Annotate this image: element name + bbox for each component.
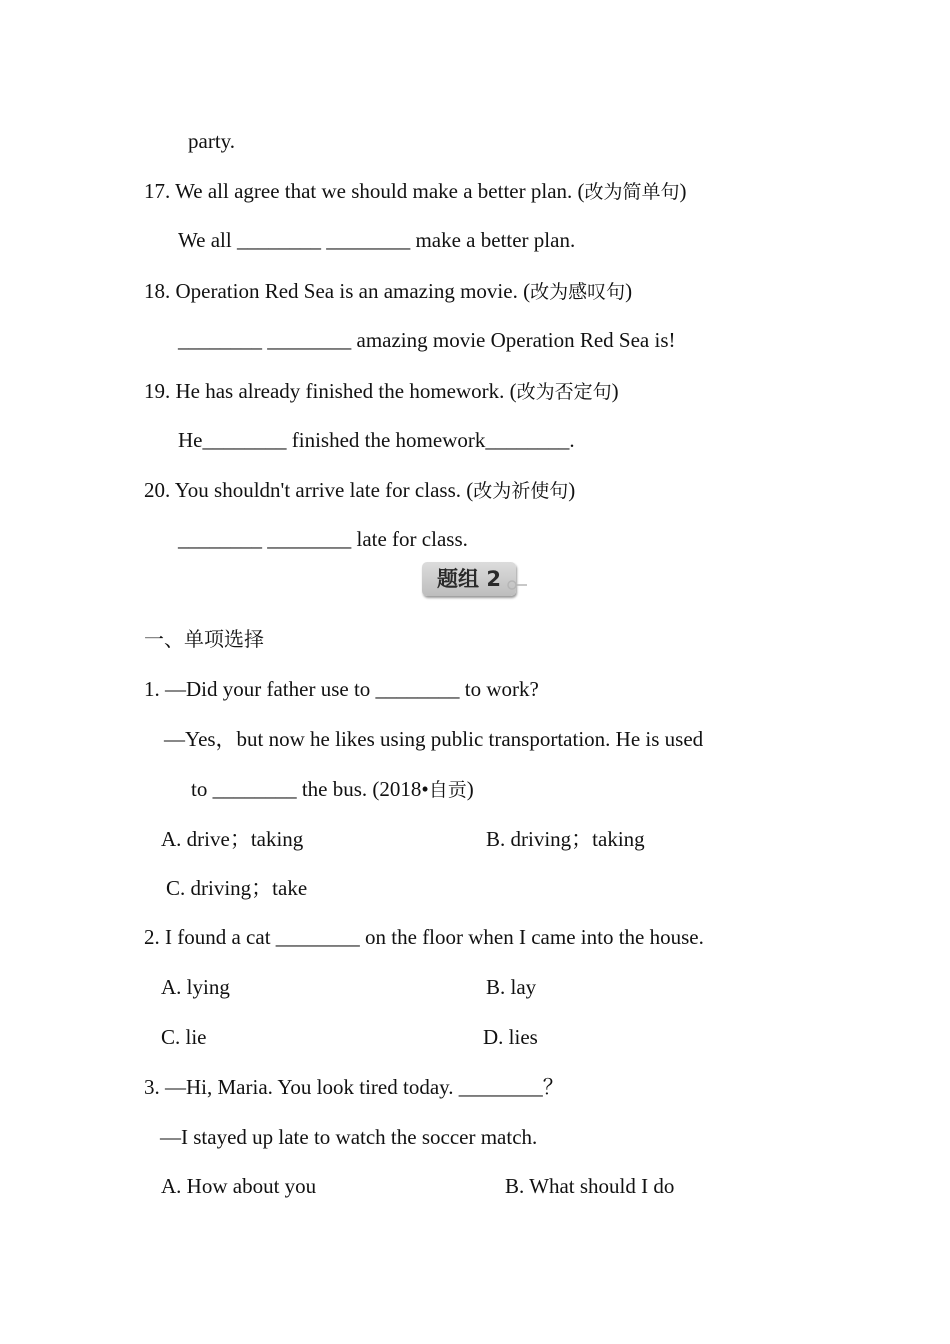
q2-option-b: B. lay	[486, 975, 537, 999]
mc-question-1: 1. —Did your father use to ________ to work?	[144, 677, 539, 701]
question-17-close: )	[679, 179, 687, 203]
answer-17: We all ________ ________ make a better plan.	[178, 228, 576, 252]
question-17-text: 17. We all agree that we should make a better plan. (	[144, 179, 585, 203]
mc-question-1-reply-cont	[191, 775, 474, 804]
q3-option-a: A. How about you	[161, 1174, 317, 1198]
question-18-close: )	[625, 279, 633, 303]
question-20-text: 20. You shouldn't arrive late for class. (	[144, 478, 474, 502]
q1-option-a: A. drive；taking	[161, 827, 304, 851]
mc-question-1-source: 自贡	[428, 779, 467, 801]
section-badge: 题组 2	[422, 562, 516, 596]
question-20-instruction: 改为祈使句	[473, 480, 569, 502]
question-19-text: 19. He has already finished the homework. (	[144, 379, 517, 403]
continued-text: party.	[188, 129, 236, 153]
question-17	[144, 177, 687, 206]
answer-19: He________ finished the homework________.	[178, 428, 575, 452]
question-18-instruction: 改为感叹句	[530, 281, 626, 303]
mc-question-3-reply: —I stayed up late to watch the soccer match.	[160, 1125, 538, 1149]
answer-20: ________ ________ late for class.	[178, 527, 468, 551]
q3-option-b: B. What should I do	[505, 1174, 675, 1198]
question-20	[144, 476, 575, 505]
mc-question-1-reply: —Yes，but now he likes using public transportation. He is used	[164, 727, 704, 751]
question-20-close: )	[568, 478, 576, 502]
question-19-close: )	[611, 379, 619, 403]
question-18-text: 18. Operation Red Sea is an amazing movie. (	[144, 279, 531, 303]
question-19-instruction: 改为否定句	[516, 381, 612, 403]
section-title: 一、单项选择	[144, 627, 264, 651]
answer-18: ________ ________ amazing movie Operation Red Sea is!	[178, 328, 676, 352]
mc-question-1-close: )	[466, 777, 474, 801]
question-17-instruction: 改为简单句	[584, 181, 680, 203]
mc-question-1-reply-text: to ________ the bus. (2018•	[191, 777, 429, 801]
question-18	[144, 277, 632, 306]
mc-question-3: 3. —Hi, Maria. You look tired today. ________？	[144, 1075, 564, 1099]
q1-option-b: B. driving；taking	[486, 827, 645, 851]
question-19	[144, 377, 619, 406]
q2-option-d: D. lies	[483, 1025, 538, 1049]
q2-option-c: C. lie	[161, 1025, 207, 1049]
badge-decoration-icon	[506, 578, 528, 592]
q1-option-c: C. driving；take	[166, 876, 308, 900]
mc-question-2: 2. I found a cat ________ on the floor when I came into the house.	[144, 925, 704, 949]
q2-option-a: A. lying	[161, 975, 230, 999]
